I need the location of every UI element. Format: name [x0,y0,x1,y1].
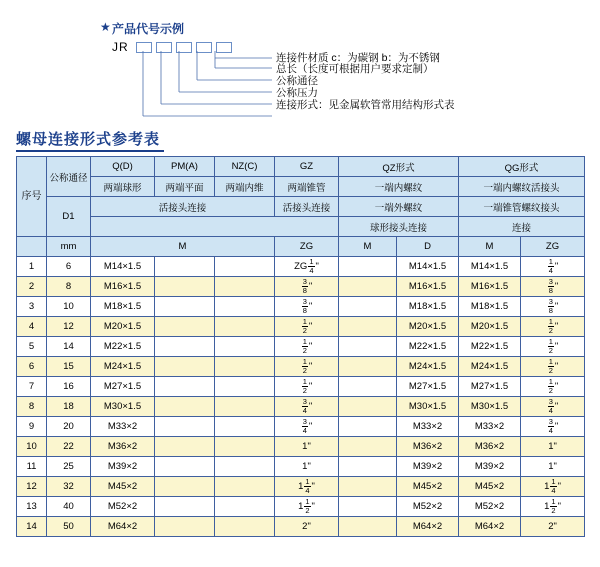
nut-connection-table [16,156,585,537]
cell-seq: 9 [17,417,47,437]
cell-q: M36×2 [91,437,155,457]
cell-gz: $\frac{3}{4}$ " [275,397,339,417]
table-row [17,477,585,497]
cell-qz-m [339,397,397,417]
cell-qz-d: M36×2 [397,437,459,457]
header-joint-qz: 球形接头连接 [339,217,459,237]
product-code-prefix: JR [112,40,129,54]
cell-dn: 10 [47,297,91,317]
cell-q: M18×1.5 [91,297,155,317]
table-row [17,317,585,337]
cell-qz-d: M16×1.5 [397,277,459,297]
header-d1: D1 [47,197,91,237]
legend-title: 产品代号示例 [112,22,185,36]
header-sub-zg-qg: ZG [521,237,585,257]
cell-gz: $\frac{3}{8}$ " [275,277,339,297]
cell-gz: $\frac{1}{2}$ " [275,317,339,337]
cell-dn: 50 [47,517,91,537]
cell-seq: 8 [17,397,47,417]
header-joint-empty [91,217,339,237]
cell-nz [215,457,275,477]
cell-pm [155,457,215,477]
cell-qg-m: M33×2 [459,417,521,437]
cell-seq: 14 [17,517,47,537]
cell-dn: 14 [47,337,91,357]
cell-qg-m: M18×1.5 [459,297,521,317]
header-sub-m-qg: M [459,237,521,257]
cell-qg-m: M20×1.5 [459,317,521,337]
cell-q: M14×1.5 [91,257,155,277]
cell-gz: $\frac{1}{2}$ " [275,357,339,377]
header-form-q: 两端球形 [91,177,155,197]
cell-q: M22×1.5 [91,337,155,357]
cell-gz: 2" [275,517,339,537]
cell-q: M33×2 [91,417,155,437]
cell-qz-m [339,357,397,377]
cell-nz [215,337,275,357]
cell-pm [155,417,215,437]
cell-dn: 25 [47,457,91,477]
cell-q: M24×1.5 [91,357,155,377]
cell-seq: 6 [17,357,47,377]
cell-q: M52×2 [91,497,155,517]
nut-connection-table-wrap [16,156,584,537]
table-row [17,377,585,397]
cell-qg-zg: $\frac{1}{2}$ " [521,377,585,397]
cell-pm [155,317,215,337]
cell-qg-zg: 1" [521,457,585,477]
cell-qz-m [339,477,397,497]
cell-qz-m [339,317,397,337]
cell-gz: ZG $\frac{1}{4}$ " [275,257,339,277]
legend-item-length: 总长（长度可根据用户要求定制） [276,63,434,75]
table-header-row-form [17,177,585,197]
table-header-row-units [17,237,585,257]
cell-qz-d: M14×1.5 [397,257,459,277]
cell-nz [215,517,275,537]
cell-qg-m: M27×1.5 [459,377,521,397]
header-group-code-nz: NZ(C) [215,157,275,177]
cell-qz-m [339,437,397,457]
cell-qg-zg: 1 $\frac{1}{2}$ " [521,497,585,517]
cell-pm [155,257,215,277]
header-form-pm: 两端平面 [155,177,215,197]
cell-gz: $\frac{3}{8}$ " [275,297,339,317]
header-form2-qg: 一端锥管螺纹接头 [459,197,585,217]
cell-seq: 2 [17,277,47,297]
cell-qg-zg: $\frac{3}{8}$ " [521,277,585,297]
table-row [17,517,585,537]
header-joint-qg: 连接 [459,217,585,237]
table-header-row-joint [17,197,585,217]
cell-qg-zg: $\frac{1}{4}$ " [521,257,585,277]
cell-qg-m: M64×2 [459,517,521,537]
header-seq: 序号 [17,157,47,237]
table-row [17,277,585,297]
cell-qg-m: M39×2 [459,457,521,477]
cell-qg-zg: 1 $\frac{1}{4}$ " [521,477,585,497]
star-icon: ★ [100,20,111,34]
cell-qg-m: M30×1.5 [459,397,521,417]
cell-qg-m: M45×2 [459,477,521,497]
header-sub-zg-gz: ZG [275,237,339,257]
header-sub-d-qz: D [397,237,459,257]
cell-qg-zg: $\frac{3}{4}$ " [521,397,585,417]
cell-qg-m: M24×1.5 [459,357,521,377]
cell-qz-m [339,457,397,477]
table-header-row-joint2 [17,217,585,237]
cell-qz-m [339,417,397,437]
table-row [17,497,585,517]
cell-dn: 40 [47,497,91,517]
cell-dn: 32 [47,477,91,497]
cell-qz-d: M39×2 [397,457,459,477]
cell-qg-zg: $\frac{1}{2}$ " [521,337,585,357]
table-row [17,357,585,377]
cell-qz-m [339,297,397,317]
cell-dn: 16 [47,377,91,397]
cell-qz-d: M18×1.5 [397,297,459,317]
legend-item-material: 连接件材质 c：为碳钢 b：为不锈钢 [276,52,440,64]
header-joint-left: 活接头连接 [91,197,275,217]
cell-qz-d: M24×1.5 [397,357,459,377]
cell-qg-m: M52×2 [459,497,521,517]
cell-seq: 10 [17,437,47,457]
cell-qz-d: M22×1.5 [397,337,459,357]
cell-qg-zg: $\frac{3}{8}$ " [521,297,585,317]
cell-pm [155,377,215,397]
cell-pm [155,497,215,517]
cell-q: M39×2 [91,457,155,477]
table-row [17,417,585,437]
cell-gz: 1 $\frac{1}{2}$ " [275,497,339,517]
cell-pm [155,397,215,417]
cell-q: M16×1.5 [91,277,155,297]
header-group-code-qg: QG形式 [459,157,585,177]
header-joint-gz: 活接头连接 [275,197,339,217]
cell-nz [215,277,275,297]
table-row [17,397,585,417]
cell-pm [155,437,215,457]
page-title: 螺母连接形式参考表 [16,131,161,148]
cell-q: M20×1.5 [91,317,155,337]
header-form2-qz: 一端外螺纹 [339,197,459,217]
cell-pm [155,357,215,377]
legend-item-connection-form: 连接形式：见金属软管常用结构形式表 [276,99,455,111]
header-form-gz: 两端锥管 [275,177,339,197]
cell-qz-m [339,517,397,537]
table-body [17,257,585,537]
cell-qz-d: M30×1.5 [397,397,459,417]
cell-qz-m [339,277,397,297]
cell-qg-m: M22×1.5 [459,337,521,357]
cell-qz-d: M33×2 [397,417,459,437]
table-row [17,297,585,317]
cell-pm [155,277,215,297]
cell-qz-d: M27×1.5 [397,377,459,397]
cell-nz [215,257,275,277]
cell-qg-zg: $\frac{1}{2}$ " [521,317,585,337]
header-form-qg: 一端内螺纹活接头 [459,177,585,197]
cell-gz: $\frac{1}{2}$ " [275,377,339,397]
cell-dn: 22 [47,437,91,457]
cell-gz: 1" [275,437,339,457]
heading-divider [16,150,164,152]
header-unit-mm: mm [47,237,91,257]
cell-nz [215,357,275,377]
cell-q: M27×1.5 [91,377,155,397]
cell-qg-zg: $\frac{1}{2}$ " [521,357,585,377]
cell-pm [155,477,215,497]
cell-qg-zg: 1" [521,437,585,457]
cell-qg-zg: 2" [521,517,585,537]
cell-qz-m [339,257,397,277]
cell-nz [215,377,275,397]
product-code-legend [0,0,600,128]
cell-qz-d: M52×2 [397,497,459,517]
cell-nz [215,437,275,457]
cell-dn: 15 [47,357,91,377]
cell-seq: 12 [17,477,47,497]
cell-pm [155,297,215,317]
header-dn: 公称通径 [47,157,91,197]
cell-nz [215,417,275,437]
cell-seq: 11 [17,457,47,477]
cell-seq: 3 [17,297,47,317]
cell-dn: 8 [47,277,91,297]
cell-dn: 12 [47,317,91,337]
table-row [17,437,585,457]
cell-qg-m: M14×1.5 [459,257,521,277]
table-row [17,337,585,357]
cell-seq: 13 [17,497,47,517]
cell-seq: 4 [17,317,47,337]
cell-nz [215,497,275,517]
header-form-nz: 两端内维 [215,177,275,197]
header-group-code-qz: QZ形式 [339,157,459,177]
cell-qz-m [339,377,397,397]
cell-nz [215,317,275,337]
cell-q: M64×2 [91,517,155,537]
cell-qz-m [339,337,397,357]
table-row [17,257,585,277]
cell-qz-d: M45×2 [397,477,459,497]
header-group-code-q: Q(D) [91,157,155,177]
cell-qg-m: M36×2 [459,437,521,457]
cell-gz: 1" [275,457,339,477]
header-sub-m-qz: M [339,237,397,257]
header-group-code-pm: PM(A) [155,157,215,177]
cell-dn: 20 [47,417,91,437]
header-form-qz: 一端内螺纹 [339,177,459,197]
cell-dn: 18 [47,397,91,417]
cell-qz-d: M20×1.5 [397,317,459,337]
legend-item-nominal-pressure: 公称压力 [276,87,318,99]
cell-q: M30×1.5 [91,397,155,417]
cell-seq: 5 [17,337,47,357]
cell-gz: 1 $\frac{1}{4}$ " [275,477,339,497]
cell-dn: 6 [47,257,91,277]
legend-item-nominal-diameter: 公称通径 [276,75,318,87]
cell-nz [215,397,275,417]
table-row [17,457,585,477]
cell-qg-zg: $\frac{3}{4}$ " [521,417,585,437]
cell-nz [215,297,275,317]
cell-q: M45×2 [91,477,155,497]
cell-qz-d: M64×2 [397,517,459,537]
header-group-code-gz: GZ [275,157,339,177]
cell-nz [215,477,275,497]
cell-seq: 7 [17,377,47,397]
cell-gz: $\frac{1}{2}$ " [275,337,339,357]
cell-seq: 1 [17,257,47,277]
header-sub-m-left: M [91,237,275,257]
cell-qz-m [339,497,397,517]
cell-pm [155,337,215,357]
cell-gz: $\frac{3}{4}$ " [275,417,339,437]
cell-qg-m: M16×1.5 [459,277,521,297]
header-unit-seq [17,237,47,257]
cell-pm [155,517,215,537]
table-header-row-code [17,157,585,177]
